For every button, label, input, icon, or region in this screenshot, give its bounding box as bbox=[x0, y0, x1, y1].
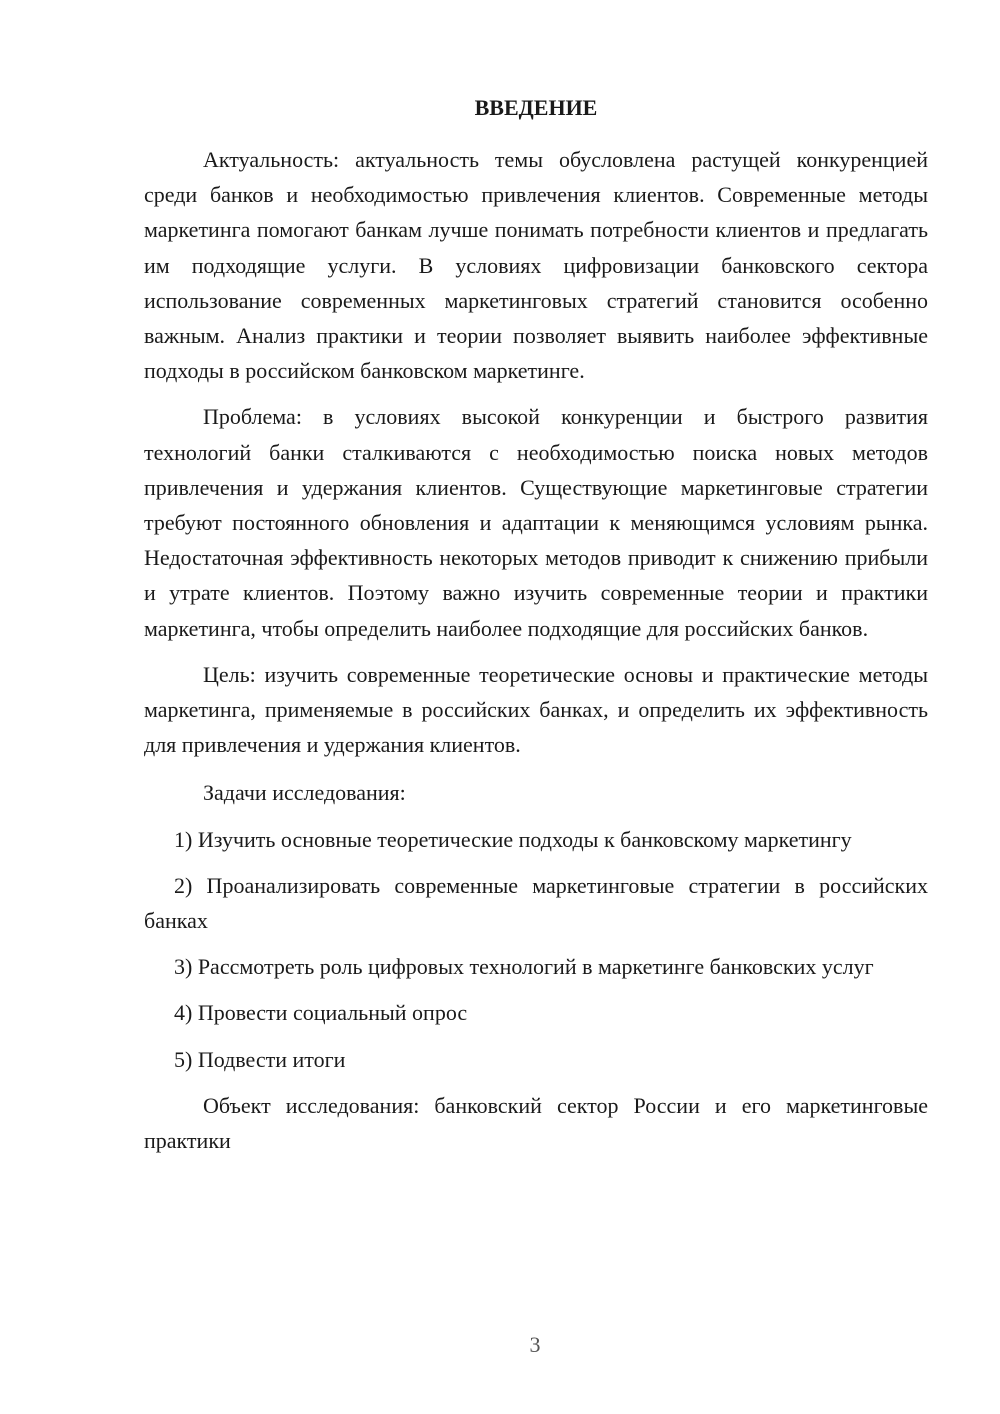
task-item: 5) Подвести итоги bbox=[174, 1046, 346, 1072]
object-paragraph: Объект исследования: банковский сектор России и его маркетинговые практики bbox=[144, 1092, 928, 1154]
tasks-title: Задачи исследования: bbox=[203, 780, 406, 806]
section-heading: ВВЕДЕНИЕ bbox=[474, 95, 598, 120]
task-item: 3) Рассмотреть роль цифровых технологий в маркетинге банковских услуг bbox=[174, 954, 874, 980]
goal-paragraph: Цель: изучить современные теоретические основы и практические методы маркетинга, применяемые в российских банках, и определить их эффективность для привлечения и удержания клиентов. bbox=[144, 661, 928, 758]
task-item: 2) Проанализировать современные маркетинговые стратегии в российских банках bbox=[144, 872, 928, 934]
task-item: 1) Изучить основные теоретические подходы к банковскому маркетингу bbox=[174, 826, 852, 852]
problem-paragraph: Проблема: в условиях высокой конкуренции и быстрого развития технологий банки сталкиваются с необходимостью поиска новых методов привлечения и удержания клиентов. Существующие маркетинговые стратегии требуют постоянного обновления и адаптации к меняющимся условиям рынка. Недостаточная эффективность некоторых методов приводит к снижению прибыли и утрате клиентов. Поэтому важно изучить современные теории и практики маркетинга, чтобы определить наиболее подходящие для российских банков. bbox=[144, 404, 928, 641]
relevance-paragraph: Актуальность: актуальность темы обусловлена растущей конкуренцией среди банков и необходимостью привлечения клиентов. Современные методы маркетинга помогают банкам лучше понимать потребности клиентов и предлагать им подходящие услуги. В условиях цифровизации банковского сектора использование современных маркетинговых стратегий становится особенно важным. Анализ практики и теории позволяет выявить наиболее эффективные подходы в российском банковском маркетинге. bbox=[144, 147, 928, 384]
task-item: 4) Провести социальный опрос bbox=[174, 1000, 468, 1026]
page-number: 3 bbox=[529, 1332, 541, 1357]
document-page bbox=[144, 92, 928, 1169]
